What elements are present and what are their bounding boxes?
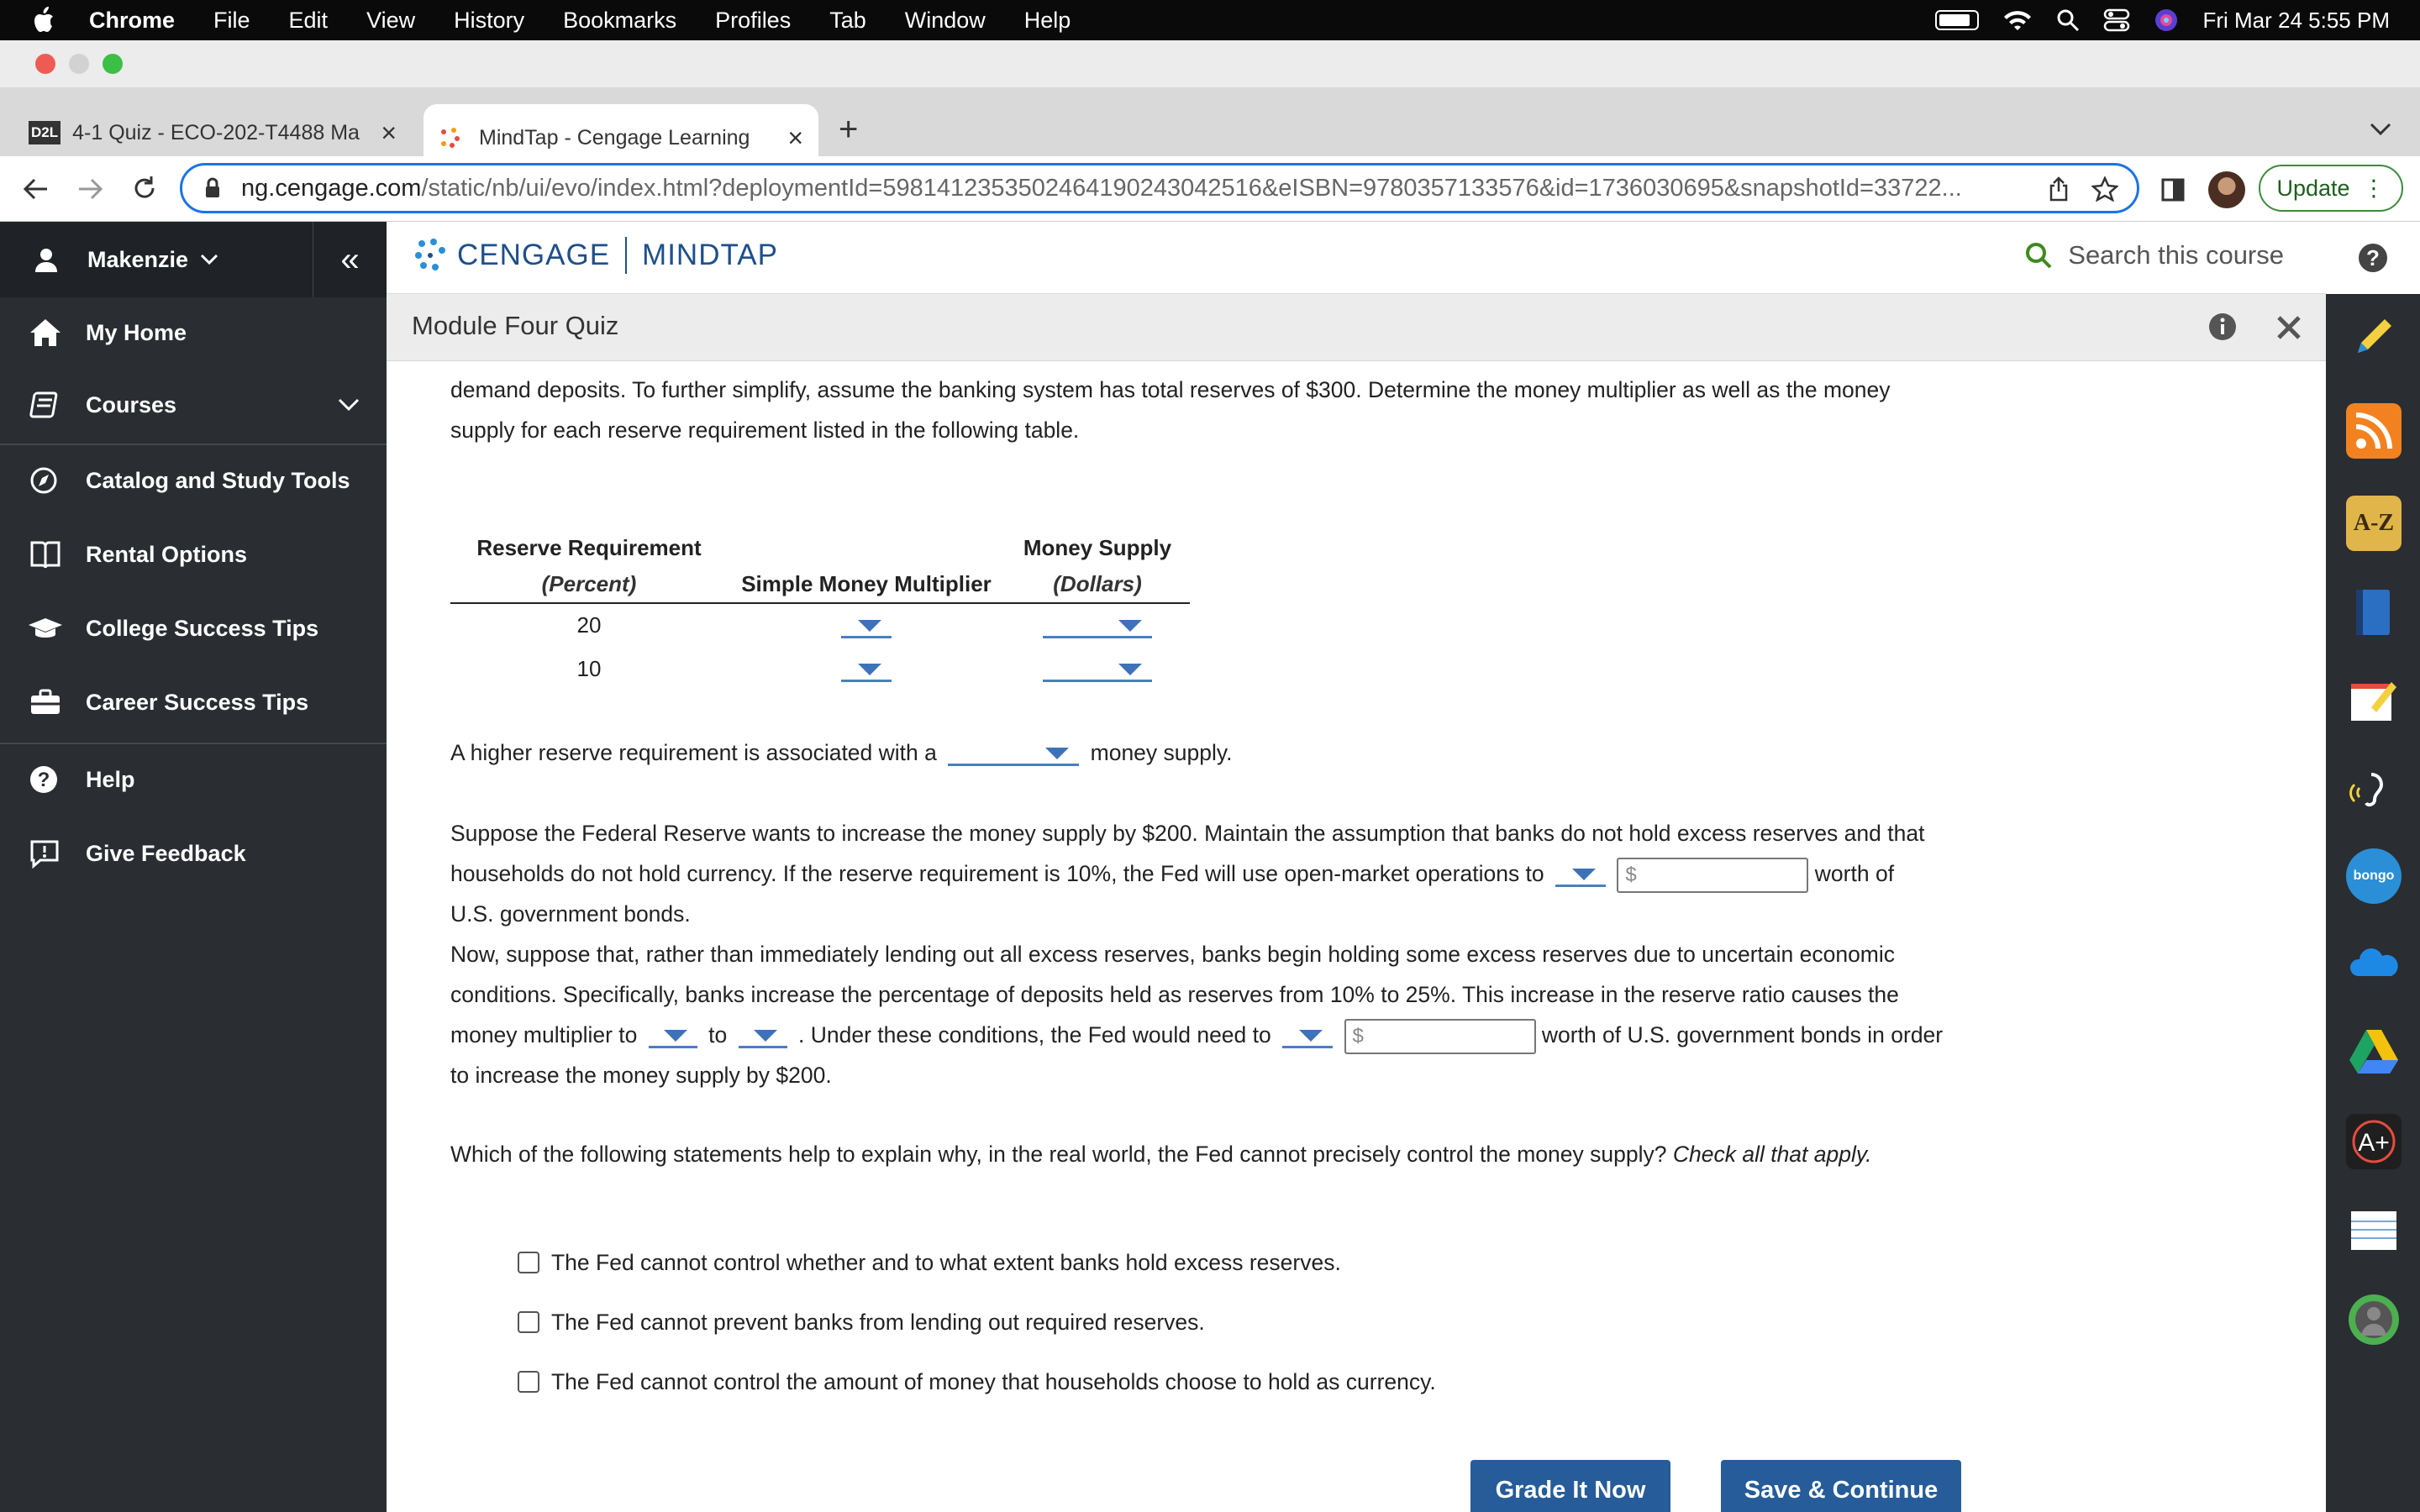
fed-increase-paragraph — [450, 813, 2047, 934]
zoom-window-button[interactable] — [103, 54, 123, 74]
choice-checkbox-1[interactable] — [518, 1252, 539, 1273]
tab-title: MindTap - Cengage Learning — [479, 125, 750, 150]
now-line-3-d: worth of U.S. government bonds in order — [1541, 1022, 1944, 1047]
menu-edit[interactable]: Edit — [288, 7, 329, 33]
window-titlebar — [0, 40, 2420, 87]
help-icon — [2358, 243, 2388, 273]
siri-icon[interactable] — [2154, 8, 2179, 33]
profile-avatar[interactable] — [2208, 171, 2245, 208]
google-drive-icon[interactable] — [2346, 1025, 2402, 1080]
search-placeholder: Search this course — [2068, 240, 2284, 270]
bond-amount-input[interactable] — [1617, 858, 1808, 893]
money-supply-dropdown[interactable] — [1043, 615, 1152, 638]
spotlight-search-icon[interactable] — [2056, 8, 2080, 32]
multiplier-to-dropdown[interactable] — [739, 1025, 787, 1048]
sidebar-item-label: Give Feedback — [86, 840, 246, 866]
brand-cengage: CENGAGE — [457, 239, 611, 271]
os-menu-bar — [0, 0, 2420, 40]
sidebar-item-label: Help — [86, 766, 135, 792]
buy-sell-dropdown[interactable] — [1555, 864, 1606, 887]
excess-reserves-paragraph — [450, 934, 2047, 1095]
intro-line-1: demand deposits. To further simplify, assume the banking system has total reserves of $300. Determine the money multiplier as well as the money — [450, 377, 1891, 402]
choice-label-3[interactable]: The Fed cannot control the amount of money that households choose to hold as currency. — [551, 1369, 1436, 1394]
now-line-3-b: to — [708, 1022, 728, 1047]
apple-icon[interactable] — [30, 6, 55, 34]
col3-subheader: (Dollars) — [1053, 571, 1142, 596]
sidebar-item-rental-options[interactable] — [0, 519, 387, 590]
chevron-down-icon[interactable] — [338, 398, 360, 412]
fed-line-3: U.S. government bonds. — [450, 901, 691, 927]
col3-header: Money Supply — [1023, 534, 1172, 560]
menu-file[interactable]: File — [213, 7, 250, 33]
side-panel-icon[interactable] — [2161, 178, 2185, 202]
a-z-glossary-icon[interactable]: A-Z — [2346, 496, 2402, 551]
collapse-sidebar-button[interactable]: « — [313, 222, 387, 297]
rss-icon[interactable] — [2346, 403, 2402, 459]
money-supply-dropdown[interactable] — [1043, 659, 1152, 682]
sidebar-item-label: My Home — [86, 319, 187, 345]
which-text: Which of the following statements help to explain why, in the real world, the Fed cannot precisely control the money supply? — [450, 1142, 1667, 1167]
sidebar-item-label: Courses — [86, 391, 177, 417]
menu-window[interactable]: Window — [904, 7, 986, 33]
pencil-icon[interactable] — [2346, 309, 2402, 365]
grade-it-now-button[interactable]: Grade It Now — [1470, 1460, 1670, 1512]
compass-icon — [29, 465, 62, 496]
col1-header: Reserve Requirement — [476, 534, 702, 560]
notebook-icon[interactable] — [2346, 1203, 2402, 1258]
briefcase-icon — [29, 687, 62, 717]
table-row — [450, 603, 1190, 647]
brand-divider — [625, 237, 627, 274]
table-row — [450, 647, 1190, 690]
higher-reserve-statement — [450, 732, 2047, 773]
control-center-icon[interactable] — [2103, 8, 2130, 32]
update-label: Update — [2276, 175, 2350, 201]
info-icon[interactable] — [2208, 312, 2237, 341]
close-window-button[interactable] — [35, 54, 55, 74]
fed-line-2 — [450, 853, 2047, 894]
minimize-window-button[interactable] — [69, 54, 89, 74]
bookmark-star-icon[interactable] — [2091, 176, 2118, 202]
back-icon[interactable] — [22, 176, 50, 202]
update-button[interactable]: Update ⋮ — [2259, 165, 2403, 212]
help-icon — [29, 764, 62, 795]
menu-history[interactable]: History — [454, 7, 525, 33]
tab-search-chevron-down-icon[interactable] — [2368, 121, 2393, 138]
now-line-3-c: . Under these conditions, the Fed would need to — [798, 1022, 1271, 1047]
lock-icon[interactable] — [204, 177, 221, 199]
sidebar-item-help[interactable] — [0, 744, 387, 815]
reserve-requirement-cell: 20 — [576, 612, 602, 638]
wifi-icon[interactable] — [2002, 8, 2033, 32]
activity-title: Module Four Quiz — [412, 311, 619, 340]
menu-app-chrome[interactable]: Chrome — [89, 7, 176, 33]
svg-text:?: ? — [37, 769, 50, 791]
currency-symbol: $ — [1625, 864, 1637, 886]
sidebar-item-label: College Success Tips — [86, 615, 319, 641]
close-icon[interactable] — [2275, 314, 2302, 341]
buy-sell-dropdown-2[interactable] — [1282, 1025, 1333, 1048]
user-name: Makenzie — [87, 246, 189, 272]
multiplier-from-dropdown[interactable] — [649, 1025, 697, 1048]
chevron-down-icon — [200, 254, 218, 265]
graduation-cap-icon — [29, 613, 62, 643]
url-path: /static/nb/ui/evo/index.html?deploymentId=5981412353502464190243042516&eISBN=9780357133576&id=1736030695&snapshotId=33722... — [421, 174, 1962, 202]
close-tab-icon[interactable]: × — [787, 122, 803, 153]
now-line-3-a: money multiplier to — [450, 1022, 638, 1047]
quiz-content — [387, 361, 2326, 1512]
fed-line-1: Suppose the Federal Reserve wants to increase the money supply by $200. Maintain the assumption that banks do not hold excess reserves and that — [450, 821, 1925, 846]
higher-prefix: A higher reserve requirement is associated with a — [450, 740, 937, 765]
which-statements-prompt — [450, 1134, 2047, 1174]
home-icon — [29, 318, 62, 348]
menu-clock[interactable]: Fri Mar 24 5:55 PM — [2202, 7, 2390, 33]
choice-checkbox-2[interactable] — [518, 1311, 539, 1333]
battery-icon[interactable] — [1935, 10, 1979, 30]
col1-subheader: (Percent) — [541, 571, 637, 596]
fed-line-2-suffix: worth of — [1814, 861, 1895, 886]
user-icon — [34, 247, 59, 272]
user-menu[interactable] — [0, 222, 313, 297]
multiplier-dropdown[interactable] — [841, 659, 892, 682]
reserve-requirement-cell: 10 — [576, 655, 602, 681]
course-header — [387, 222, 2326, 294]
tab-d2l-quiz[interactable] — [29, 104, 412, 161]
notes-icon[interactable] — [2346, 674, 2402, 729]
intro-line-2: supply for each reserve requirement listed in the following table. — [450, 417, 1080, 443]
menu-bookmarks[interactable]: Bookmarks — [563, 7, 677, 33]
choice-label-1[interactable]: The Fed cannot control whether and to what extent banks hold excess reserves. — [551, 1250, 1341, 1275]
d2l-favicon: D2L — [29, 121, 60, 144]
address-bar[interactable] — [180, 163, 2139, 213]
sidebar-item-career-success-tips[interactable] — [0, 667, 387, 738]
tab-title: 4-1 Quiz - ECO-202-T4488 Ma — [72, 120, 360, 144]
which-hint: Check all that apply. — [1672, 1142, 1872, 1167]
share-icon[interactable] — [2048, 176, 2070, 202]
svg-text:A+: A+ — [2358, 1129, 2390, 1157]
book-icon — [29, 390, 62, 420]
save-and-continue-button[interactable]: Save & Continue — [1721, 1460, 1961, 1512]
url-host: ng.cengage.com — [241, 174, 422, 202]
multiplier-dropdown[interactable] — [841, 615, 892, 638]
profile-circle-icon[interactable] — [2346, 1292, 2402, 1347]
open-book-icon — [29, 539, 62, 570]
reserve-requirement-table — [450, 529, 1190, 690]
sidebar-item-courses[interactable] — [0, 370, 387, 440]
money-supply-direction-dropdown[interactable] — [948, 743, 1079, 766]
now-line-2: conditions. Specifically, banks increase the percentage of deposits held as reserves from 10% to 25%. This increase in the reserve ratio causes the — [450, 982, 1899, 1007]
sidebar-item-give-feedback[interactable] — [0, 818, 387, 889]
sidebar-item-my-home[interactable] — [0, 297, 387, 368]
sidebar — [0, 222, 387, 1512]
onedrive-cloud-icon[interactable] — [2346, 936, 2402, 991]
sidebar-item-label: Catalog and Study Tools — [86, 467, 350, 493]
now-line-3 — [450, 1015, 2047, 1055]
menu-view[interactable]: View — [366, 7, 416, 33]
now-line-1: Now, suppose that, rather than immediately lending out all excess reserves, banks begin holding some excess reserves due to uncertain economic — [450, 942, 1896, 967]
sidebar-item-label: Rental Options — [86, 541, 248, 567]
forward-icon[interactable] — [76, 176, 104, 202]
browser-toolbar — [0, 156, 2420, 222]
question-intro — [450, 370, 2047, 450]
brand-mindtap: MINDTAP — [642, 239, 778, 271]
menu-help[interactable]: Help — [1023, 7, 1071, 33]
cengage-mindtap-logo[interactable] — [412, 237, 778, 274]
search-icon — [2024, 241, 2053, 270]
sidebar-item-college-success-tips[interactable] — [0, 593, 387, 664]
app-dock-rail — [2326, 294, 2420, 1512]
ebook-icon[interactable] — [2346, 585, 2402, 640]
feedback-icon — [29, 838, 62, 869]
aplia-icon[interactable] — [2346, 1114, 2402, 1169]
choice-checkbox-3[interactable] — [518, 1371, 539, 1393]
help-button[interactable] — [2326, 222, 2420, 294]
cengage-favicon-icon — [437, 125, 462, 150]
activity-header — [387, 294, 2326, 361]
menu-tab[interactable]: Tab — [829, 7, 866, 33]
bongo-icon[interactable]: bongo — [2346, 848, 2402, 904]
readspeaker-icon[interactable] — [2346, 763, 2402, 818]
close-tab-icon[interactable]: × — [381, 117, 397, 148]
choice-label-2[interactable]: The Fed cannot prevent banks from lending out required reserves. — [551, 1310, 1205, 1335]
svg-text:?: ? — [2366, 245, 2380, 270]
fed-line-2-text: households do not hold currency. If the reserve requirement is 10%, the Fed will use open-market operations to — [450, 861, 1544, 886]
new-tab-button[interactable]: + — [839, 111, 859, 148]
higher-suffix: money supply. — [1090, 740, 1233, 765]
bond-amount-input-2[interactable] — [1344, 1019, 1536, 1054]
sidebar-item-label: Career Success Tips — [86, 689, 309, 715]
course-search[interactable] — [2024, 240, 2284, 270]
now-line-4: to increase the money supply by $200. — [450, 1063, 832, 1088]
sidebar-item-catalog[interactable] — [0, 445, 387, 516]
cengage-logo-icon — [412, 237, 449, 274]
menu-profiles[interactable]: Profiles — [715, 7, 792, 33]
col2-header: Simple Money Multiplier — [741, 571, 992, 596]
currency-symbol: $ — [1352, 1025, 1364, 1047]
reload-icon[interactable] — [131, 175, 158, 202]
